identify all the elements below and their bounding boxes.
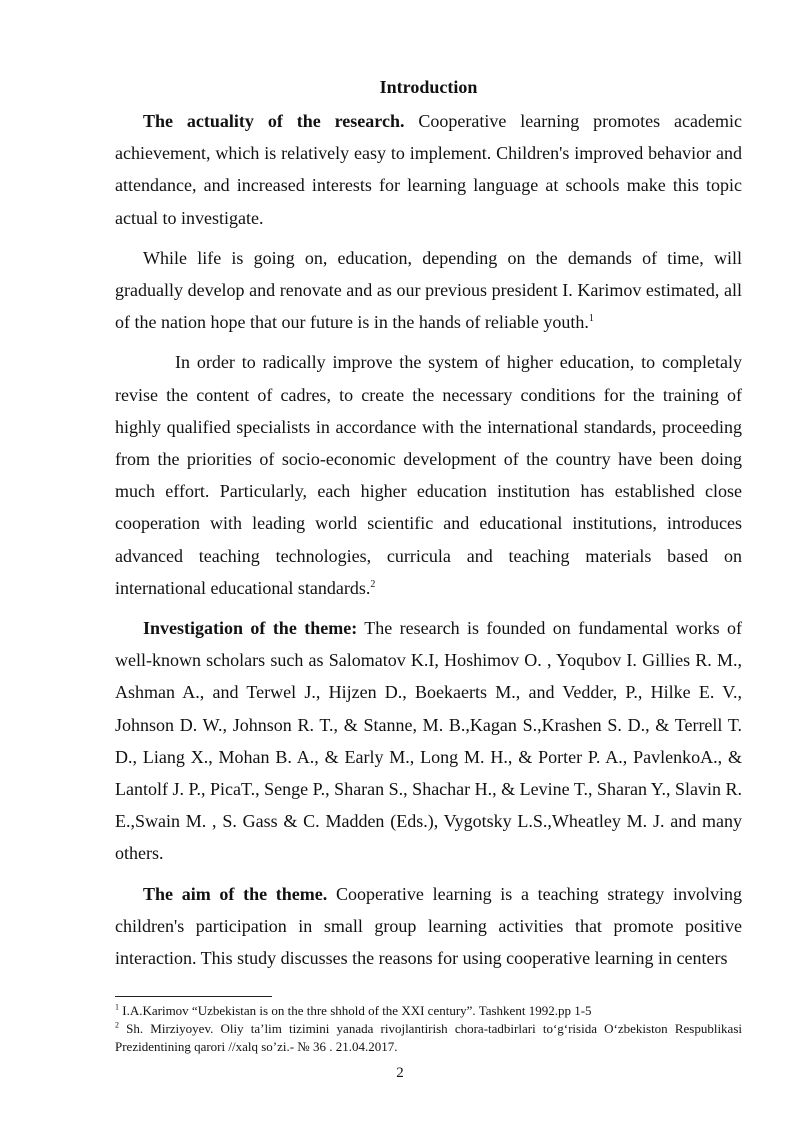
paragraph-aim	[115, 878, 742, 975]
section-title: Introduction	[379, 77, 478, 97]
footnote-mark: 1	[115, 1002, 119, 1012]
footnote-text: Sh. Mirziyoyev. Oliy ta’lim tizimini yanada rivojlantirish chora-tadbirlari to‘g‘risida O‘zbekiston Respublikasi Prezidentining qarori //xalq so’zi.- № 36 . 21.04.2017.	[115, 1021, 742, 1054]
document-body	[115, 74, 742, 982]
footnote-mark: 2	[115, 1020, 119, 1030]
paragraph-text: Cooperative learning is a teaching strategy involving children's participation in small group learning activities that promote positive interaction. This study discusses the reasons for using cooperative learning in centers	[115, 883, 742, 969]
paragraph-text: In order to radically improve the system of higher education, to completaly revise the content of cadres, to create the necessary conditions for the training of highly qualified specialists in accordance with the international standards, proceeding from the priorities of socio-economic development of the country have been doing much effort. Particularly, each higher education institution has established close cooperation with leading world scientific and educational institutions, introduces advanced teaching technologies, curricula and teaching materials based on international educational standards.	[115, 352, 742, 598]
footnote-divider	[115, 996, 272, 997]
footnote-item	[115, 1020, 742, 1056]
paragraph-text: Cooperative learning promotes academic achievement, which is relatively easy to implement. Children's improved behavior and attendance, and increased interests for learning language at schools make this topic actual to investigate.	[115, 111, 742, 228]
page-number: 2	[396, 1065, 404, 1081]
footnote-item	[115, 1002, 742, 1020]
paragraph-heading: The aim of the theme.	[143, 883, 328, 904]
paragraph-text: While life is going on, education, depending on the demands of time, will gradually develop and renovate and as our previous president I. Karimov estimated, all of the nation hope that our future is in the hands of reliable youth.	[115, 247, 742, 333]
paragraph-text: The research is founded on fundamental works of well-known scholars such as Salomatov K.I, Hoshimov O. , Yoqubov I. Gillies R. M., Ashman A., and Terwel J., Hijzen D., Boekaerts M., and Vedder, P., Hilke E. V., Johnson D. W., Johnson R. T., & Stanne, M. B.,Kagan S.,Krashen S. D., & Terrell T. D., Liang X., Mohan B. A., & Early M., Long M. H., & Porter P. A., PavlenkoA., & Lantolf J. P., PicaT., Senge P., Sharan S., Shachar H., & Levine T., Sharan Y., Slavin R. E.,Swain M. , S. Gass & C. Madden (Eds.), Vygotsky L.S.,Wheatley M. J. and many others.	[115, 618, 742, 864]
footnote-text: I.A.Karimov “Uzbekistan is on the thre shhold of the XXI century”. Tashkent 1992.pp 1-5	[119, 1003, 592, 1018]
paragraph-investigation	[115, 612, 742, 870]
paragraph-life	[115, 242, 742, 339]
paragraph-actuality	[115, 105, 742, 234]
paragraph-order	[115, 346, 742, 604]
paragraph-heading: Investigation of the theme:	[143, 618, 358, 639]
paragraph-heading: The actuality of the research.	[143, 111, 405, 131]
footnote-ref[interactable]: 1	[588, 313, 594, 325]
footnotes	[115, 1002, 742, 1056]
footnote-ref[interactable]: 2	[370, 578, 376, 590]
